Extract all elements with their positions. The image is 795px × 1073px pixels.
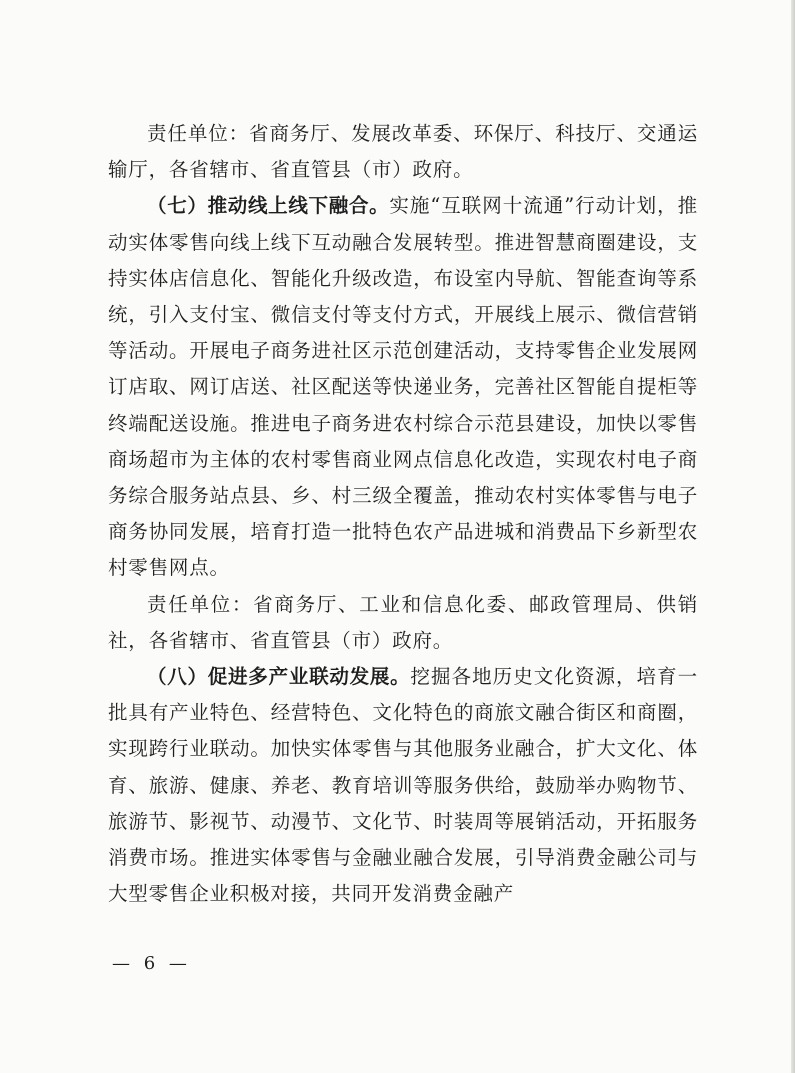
paragraph-text: 责任单位：省商务厅、工业和信息化委、邮政管理局、供销社，各省辖市、省直管县（市）政府。 xyxy=(108,592,698,652)
paragraph-text: 实施“互联网十流通”行动计划，推动实体零售向线上线下互动融合发展转型。推进智慧商圈建设，支持实体店信息化、智能化升级改造，布设室内导航、智能查询等系统，引入支付宝、微信支付等支付方式，开展线上展示、微信营销等活动。开展电子商务进社区示范创建活动，支持零售企业发展网订店取、网订店送、社区配送等快递业务，完善社区智能自提柜等终端配送设施。推进电子商务进农村综合示范县建设，加快以零售商场超市为主体的农村零售商业网点信息化改造，实现农村电子商务综合服务站点县、乡、村三级全覆盖，推动农村实体零售与电子商务协同发展，培育打造一批特色农产品进城和消费品下乡新型农村零售网点。 xyxy=(108,194,698,580)
paragraph-responsible-units-2 xyxy=(108,587,698,659)
body-text xyxy=(108,116,698,912)
section-8-heading: （八）促进多产业联动发展。 xyxy=(147,665,411,689)
paragraph-section-8 xyxy=(108,659,698,912)
scan-edge xyxy=(791,0,795,1073)
paragraph-responsible-units-1 xyxy=(108,116,698,188)
paragraph-text: 挖掘各地历史文化资源，培育一批具有产业特色、经营特色、文化特色的商旅文融合街区和商圈，实现跨行业联动。加快实体零售与其他服务业融合，扩大文化、体育、旅游、健康、养老、教育培训等服务供给，鼓励举办购物节、旅游节、影视节、动漫节、文化节、时装周等展销活动，开拓服务消费市场。推进实体零售与金融业融合发展，引导消费金融公司与大型零售企业积极对接，共同开发消费金融产 xyxy=(108,665,698,906)
page-number: — 6 — xyxy=(112,953,191,974)
paragraph-section-7 xyxy=(108,188,698,586)
paragraph-text: 责任单位：省商务厅、发展改革委、环保厅、科技厅、交通运输厅，各省辖市、省直管县（市）政府。 xyxy=(108,122,698,182)
section-7-heading: （七）推动线上线下融合。 xyxy=(147,194,390,218)
